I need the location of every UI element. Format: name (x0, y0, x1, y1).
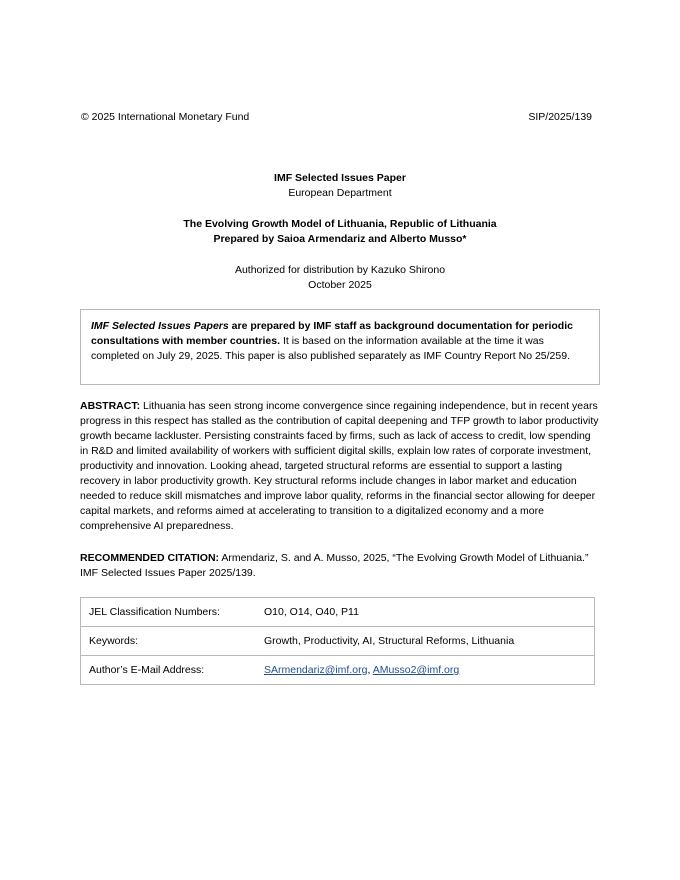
email-link-armendariz[interactable]: SArmendariz@imf.org (264, 664, 368, 676)
paper-title: The Evolving Growth Model of Lithuania, Republic of Lithuania (183, 218, 497, 230)
keywords-label: Keywords: (81, 627, 257, 656)
jel-label: JEL Classification Numbers: (81, 598, 257, 627)
citation-label: RECOMMENDED CITATION: (80, 552, 220, 564)
page-header (81, 111, 592, 123)
paper-info-table (80, 597, 595, 685)
table-row-jel (81, 598, 595, 627)
copyright-notice: © 2025 International Monetary Fund (81, 111, 250, 123)
table-row-email (81, 656, 595, 685)
series-title: IMF Selected Issues Paper (274, 172, 406, 184)
email-link-musso[interactable]: AMusso2@imf.org (372, 664, 460, 676)
email-value (256, 656, 595, 685)
paper-title-block (0, 217, 680, 247)
abstract-text: Lithuania has seen strong income convergence since regaining independence, but in recent years progress in this respect has stalled as the contribution of capital deepening and TFP growth to labor productivity growth became lackluster. Persisting constraints faced by firms, such as lack of access to credit, low spending in R&D and limited availability of workers with sufficient digital skills, explain low rates of corporate investment, productivity and innovation. Looking ahead, targeted structural reforms are essential to support a lasting recovery in labor productivity growth. Key structural reforms include changes in labor market and education needed to reduce skill mismatches and improve labor quality, reforms in the financial sector allowing for deeper capital markets, and reforms aimed at accelerating to transition to a digitalized economy and a more comprehensive AI preparedness. (80, 400, 599, 532)
citation-text: Armendariz, S. and A. Musso, 2025, “The Evolving Growth Model of Lithuania.” IMF Selected Issues Paper 2025/139. (80, 552, 589, 579)
disclaimer-text: It is based on the information available at the time it was completed on July 29, 2025. This paper is also published separately as IMF Country Report No 25/259. (91, 335, 570, 362)
document-number: SIP/2025/139 (528, 111, 592, 123)
paper-authors: Prepared by Saioa Armendariz and Alberto Musso* (213, 233, 467, 245)
email-separator: , (367, 664, 373, 676)
disclaimer-bold-text: are prepared by IMF staff as background documentation for periodic consultations with member countries. (91, 320, 573, 347)
disclaimer-series-name: IMF Selected Issues Papers (91, 320, 229, 332)
series-title-block (0, 171, 680, 201)
table-row-keywords (81, 627, 595, 656)
email-label: Author’s E-Mail Address: (81, 656, 257, 685)
disclaimer-box (80, 309, 600, 385)
citation-paragraph (80, 551, 600, 581)
keywords-value: Growth, Productivity, AI, Structural Reforms, Lithuania (256, 627, 595, 656)
authorization-block (0, 263, 680, 293)
jel-value: O10, O14, O40, P11 (256, 598, 595, 627)
department-name: European Department (288, 187, 392, 199)
abstract-paragraph (80, 399, 600, 534)
publication-date: October 2025 (308, 279, 372, 291)
authorized-by: Authorized for distribution by Kazuko Shirono (234, 264, 446, 276)
abstract-label: ABSTRACT: (80, 400, 141, 412)
